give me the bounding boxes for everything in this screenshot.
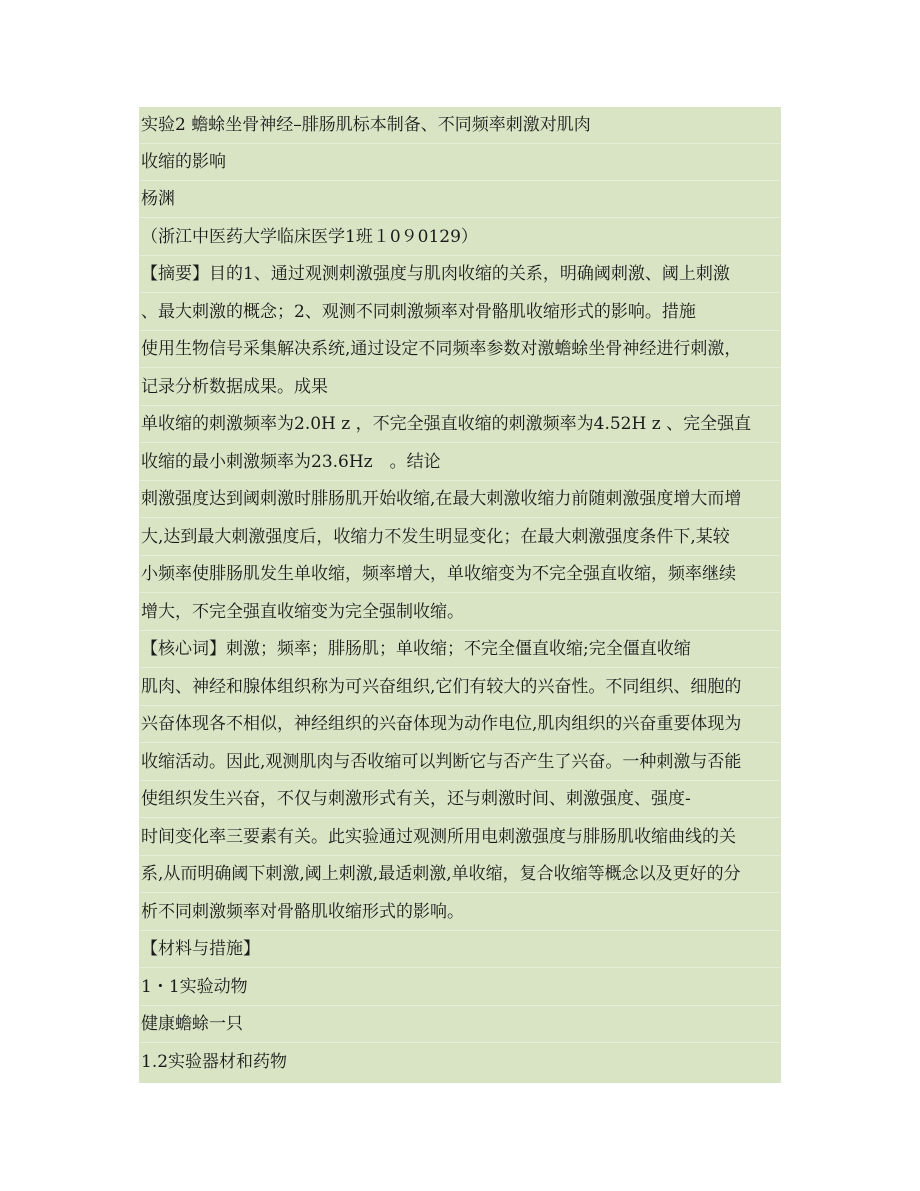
text-line: 肌肉、神经和腺体组织称为可兴奋组织,它们有较大的兴奋性。不同组织、细胞的 — [139, 669, 781, 706]
text-line: 兴奋体现各不相似，神经组织的兴奋体现为动作电位,肌肉组织的兴奋重要体现为 — [139, 706, 781, 743]
text-line: 单收缩的刺激频率为2.0H z ，不完全强直收缩的刺激频率为4.52H z 、完全强直 — [139, 406, 781, 443]
text-line: 健康蟾蜍一只 — [139, 1006, 781, 1043]
text-line: 1・1实验动物 — [139, 969, 781, 1006]
text-line: 使组织发生兴奋，不仅与刺激形式有关，还与刺激时间、刺激强度、强度- — [139, 781, 781, 818]
text-line: 收缩活动。因此,观测肌肉与否收缩可以判断它与否产生了兴奋。一种刺激与否能 — [139, 744, 781, 781]
text-line: （浙江中医药大学临床医学1班１0９0129） — [139, 219, 781, 256]
text-line: 小频率使腓肠肌发生单收缩，频率增大，单收缩变为不完全强直收缩，频率继续 — [139, 556, 781, 593]
document-text-block — [139, 107, 781, 1083]
text-line: 刺激强度达到阈刺激时腓肠肌开始收缩,在最大刺激收缩力前随刺激强度增大而增 — [139, 481, 781, 518]
text-line: 系,从而明确阈下刺激,阈上刺激,最适刺激,单收缩，复合收缩等概念以及更好的分 — [139, 856, 781, 893]
text-line: 【摘要】目的1、通过观测刺激强度与肌肉收缩的关系，明确阈刺激、阈上刺激 — [139, 256, 781, 293]
text-line: 【核心词】刺激；频率；腓肠肌；单收缩；不完全僵直收缩;完全僵直收缩 — [139, 631, 781, 668]
text-line: 记录分析数据成果。成果 — [139, 369, 781, 406]
text-line: 1.2实验器材和药物 — [141, 1052, 288, 1072]
text-line: 、最大刺激的概念；2、观测不同刺激频率对骨骼肌收缩形式的影响。措施 — [139, 294, 781, 331]
text-line: 收缩的影响 — [139, 144, 781, 181]
text-line: 增大，不完全强直收缩变为完全强制收缩。 — [139, 594, 781, 631]
text-line: 时间变化率三要素有关。此实验通过观测所用电刺激强度与腓肠肌收缩曲线的关 — [139, 819, 781, 856]
text-line: 【材料与措施】 — [139, 931, 781, 968]
text-line: 实验2 蟾蜍坐骨神经–腓肠肌标本制备、不同频率刺激对肌肉 — [139, 107, 781, 144]
text-line: 杨渊 — [139, 181, 781, 218]
text-line: 收缩的最小刺激频率为23.6Hz 。结论 — [139, 444, 781, 481]
text-line: 大,达到最大刺激强度后，收缩力不发生明显变化；在最大刺激强度条件下,某较 — [139, 519, 781, 556]
text-line: 使用生物信号采集解决系统,通过设定不同频率参数对激蟾蜍坐骨神经进行刺激， — [139, 331, 781, 368]
text-line: 析不同刺激频率对骨骼肌收缩形式的影响。 — [139, 894, 781, 931]
